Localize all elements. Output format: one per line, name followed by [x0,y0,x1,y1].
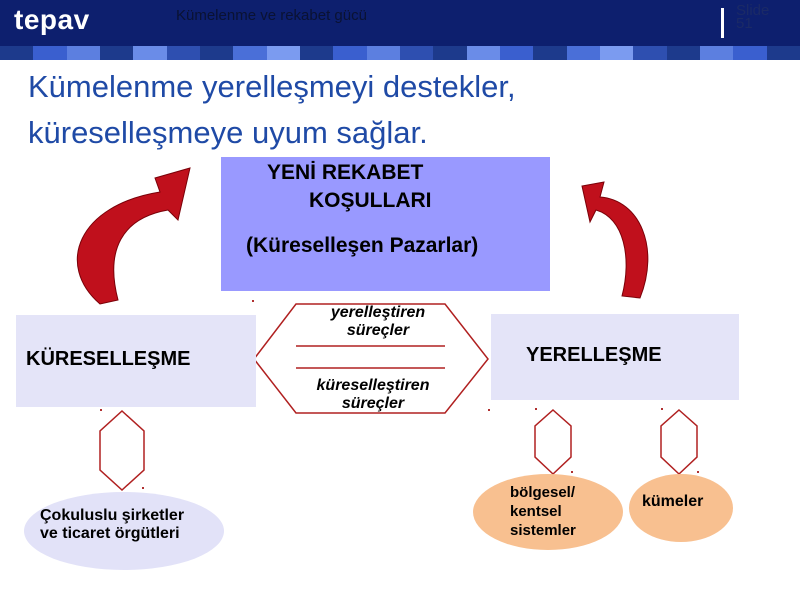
upper-arrow-line-1: yerelleştiren [330,304,426,321]
multinationals-line-2: ve ticaret örgütleri [40,525,180,542]
clusters-label: kümeler [642,493,704,510]
decorative-dot [488,409,490,411]
regional-systems-label [510,483,576,540]
localization-label: YERELLEŞME [526,344,662,366]
decorative-dot [252,300,254,302]
decorative-dot [571,471,573,473]
decorative-dot [142,487,144,489]
slide-number: 51 [736,15,753,32]
globalizing-processes-label [298,377,448,413]
multinationals-label [40,507,184,543]
tepav-logo: tepav [14,4,90,35]
header-title: Kümelenme ve rekabet gücü [176,7,367,24]
right-connector-arrow [661,410,697,474]
top-box-line-2: KOŞULLARI [309,189,432,212]
top-box-line-1: YENİ REKABET [267,161,424,184]
heading-line-1: Kümelenme yerelleşmeyi destekler, [28,69,516,104]
globalization-label: KÜRESELLEŞME [26,348,191,370]
right-red-curved-arrow [582,182,648,298]
regional-line-2: kentsel [510,503,562,520]
localizing-processes-label [315,304,441,340]
mid-connector-arrow [535,410,571,474]
slide-label: Slide [736,2,770,19]
regional-line-3: sistemler [510,522,576,539]
left-connector-arrow [100,411,144,490]
regional-line-1: bölgesel/ [510,484,576,501]
left-red-curved-arrow [77,168,190,304]
lower-arrow-line-1: küreselleştiren [316,377,430,394]
multinationals-line-1: Çokuluslu şirketler [40,507,185,524]
upper-arrow-line-2: süreçler [346,322,410,339]
lower-arrow-line-2: süreçler [341,395,405,412]
decorative-dot [697,471,699,473]
heading-line-2: küreselleşmeye uyum sağlar. [28,115,428,150]
decorative-dot [661,408,663,410]
top-box-line-3: (Küreselleşen Pazarlar) [246,234,479,257]
decorative-dot [100,409,102,411]
decorative-dot [535,408,537,410]
